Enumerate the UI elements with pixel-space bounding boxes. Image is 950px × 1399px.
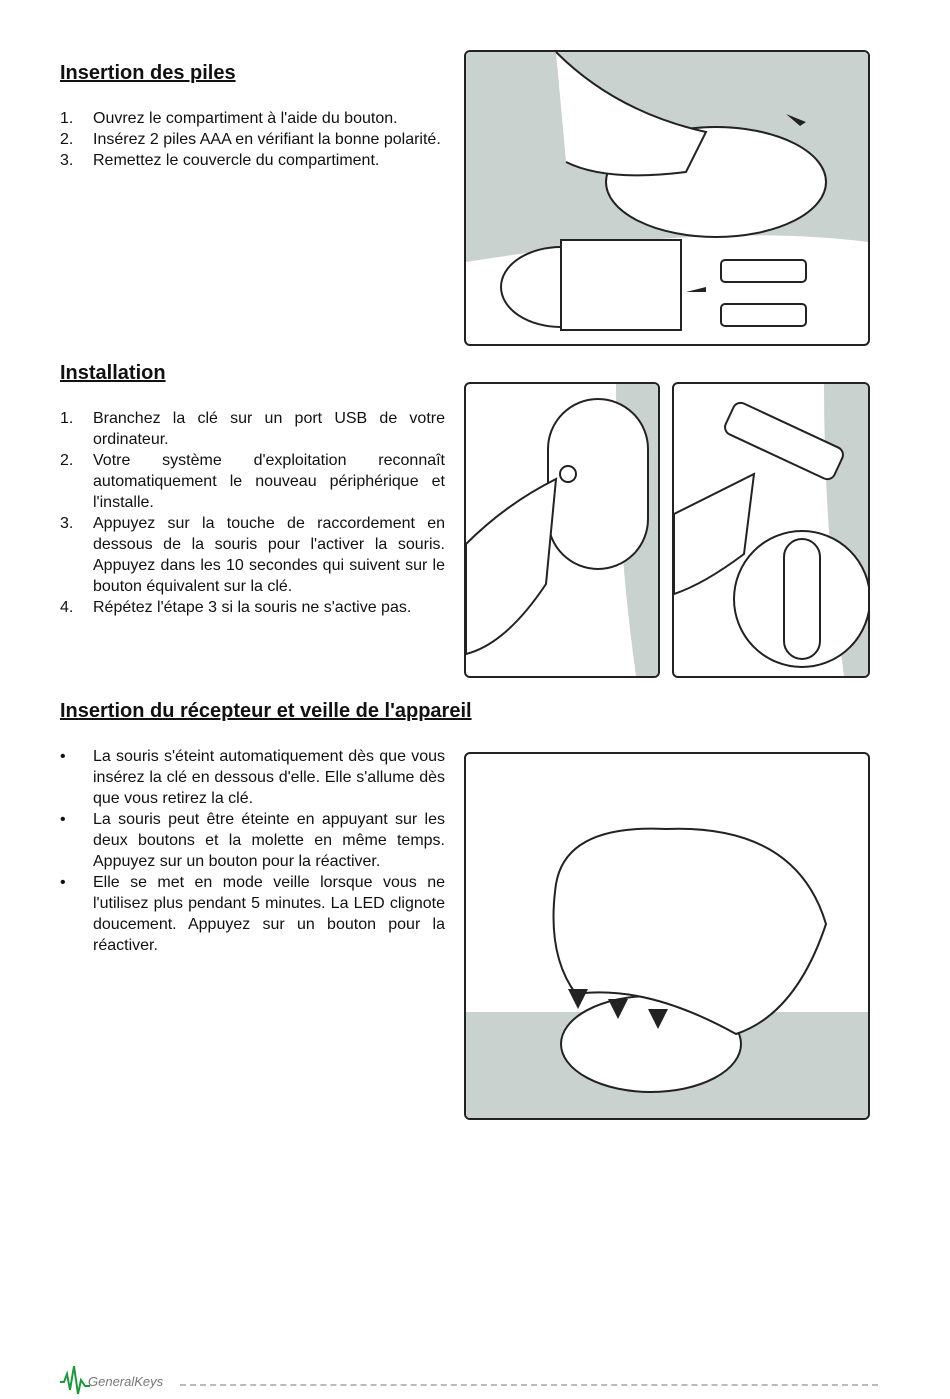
bullet: • bbox=[60, 748, 66, 765]
item-text: Branchez la clé sur un port USB de votre ordinateur. bbox=[93, 410, 445, 448]
footer-divider bbox=[180, 1384, 878, 1386]
bullet: • bbox=[60, 874, 66, 891]
list-item bbox=[60, 746, 445, 809]
mouse-connect-button-illustration bbox=[464, 382, 660, 678]
list-item bbox=[60, 108, 445, 129]
item-text: Répétez l'étape 3 si la souris ne s'active pas. bbox=[93, 599, 412, 616]
item-text: La souris s'éteint automatiquement dès que vous insérez la clé en dessous d'elle. Elle s'allume dès que vous retirez la clé. bbox=[93, 748, 445, 807]
usb-key-button-illustration bbox=[672, 382, 870, 678]
heading-battery-insertion: Insertion des piles bbox=[60, 62, 236, 84]
list-item bbox=[60, 872, 445, 956]
battery-steps bbox=[60, 108, 445, 171]
item-number: 4. bbox=[60, 599, 74, 616]
item-number: 2. bbox=[60, 131, 74, 148]
list-item bbox=[60, 129, 445, 150]
list-item bbox=[60, 597, 445, 618]
item-number: 2. bbox=[60, 452, 74, 469]
item-number: 3. bbox=[60, 152, 74, 169]
list-item bbox=[60, 809, 445, 872]
list-item bbox=[60, 150, 445, 171]
receiver-sleep-list bbox=[60, 746, 445, 956]
item-text: Remettez le couvercle du compartiment. bbox=[93, 152, 380, 169]
item-number: 3. bbox=[60, 515, 74, 532]
installation-steps bbox=[60, 408, 445, 618]
item-text: La souris peut être éteinte en appuyant sur les deux boutons et la molette en même temps. Appuyez sur un bouton pour la réactiver. bbox=[93, 811, 445, 870]
hand-on-mouse-illustration bbox=[464, 752, 870, 1120]
bullet: • bbox=[60, 811, 66, 828]
heading-receiver-sleep: Insertion du récepteur et veille de l'appareil bbox=[60, 700, 472, 722]
item-text: Ouvrez le compartiment à l'aide du bouton. bbox=[93, 110, 398, 127]
battery-illustration bbox=[464, 50, 870, 346]
list-item bbox=[60, 513, 445, 597]
item-text: Insérez 2 piles AAA en vérifiant la bonne polarité. bbox=[93, 131, 441, 148]
logo-text: GeneralKeys bbox=[88, 1374, 164, 1389]
item-number: 1. bbox=[60, 410, 74, 427]
item-text: Elle se met en mode veille lorsque vous ne l'utilisez plus pendant 5 minutes. La LED clignote doucement. Appuyez sur un bouton pour la réactiver. bbox=[93, 874, 445, 954]
heading-installation: Installation bbox=[60, 362, 166, 384]
list-item bbox=[60, 408, 445, 450]
generalkeys-logo-icon bbox=[60, 1364, 90, 1398]
item-text: Appuyez sur la touche de raccordement en dessous de la souris pour l'activer la souris. Appuyez dans les 10 secondes qui suivent sur le bouton équivalent sur la clé. bbox=[93, 515, 445, 595]
list-item bbox=[60, 450, 445, 513]
item-number: 1. bbox=[60, 110, 74, 127]
item-text: Votre système d'exploitation reconnaît automatiquement le nouveau périphérique et l'installe. bbox=[93, 452, 445, 511]
